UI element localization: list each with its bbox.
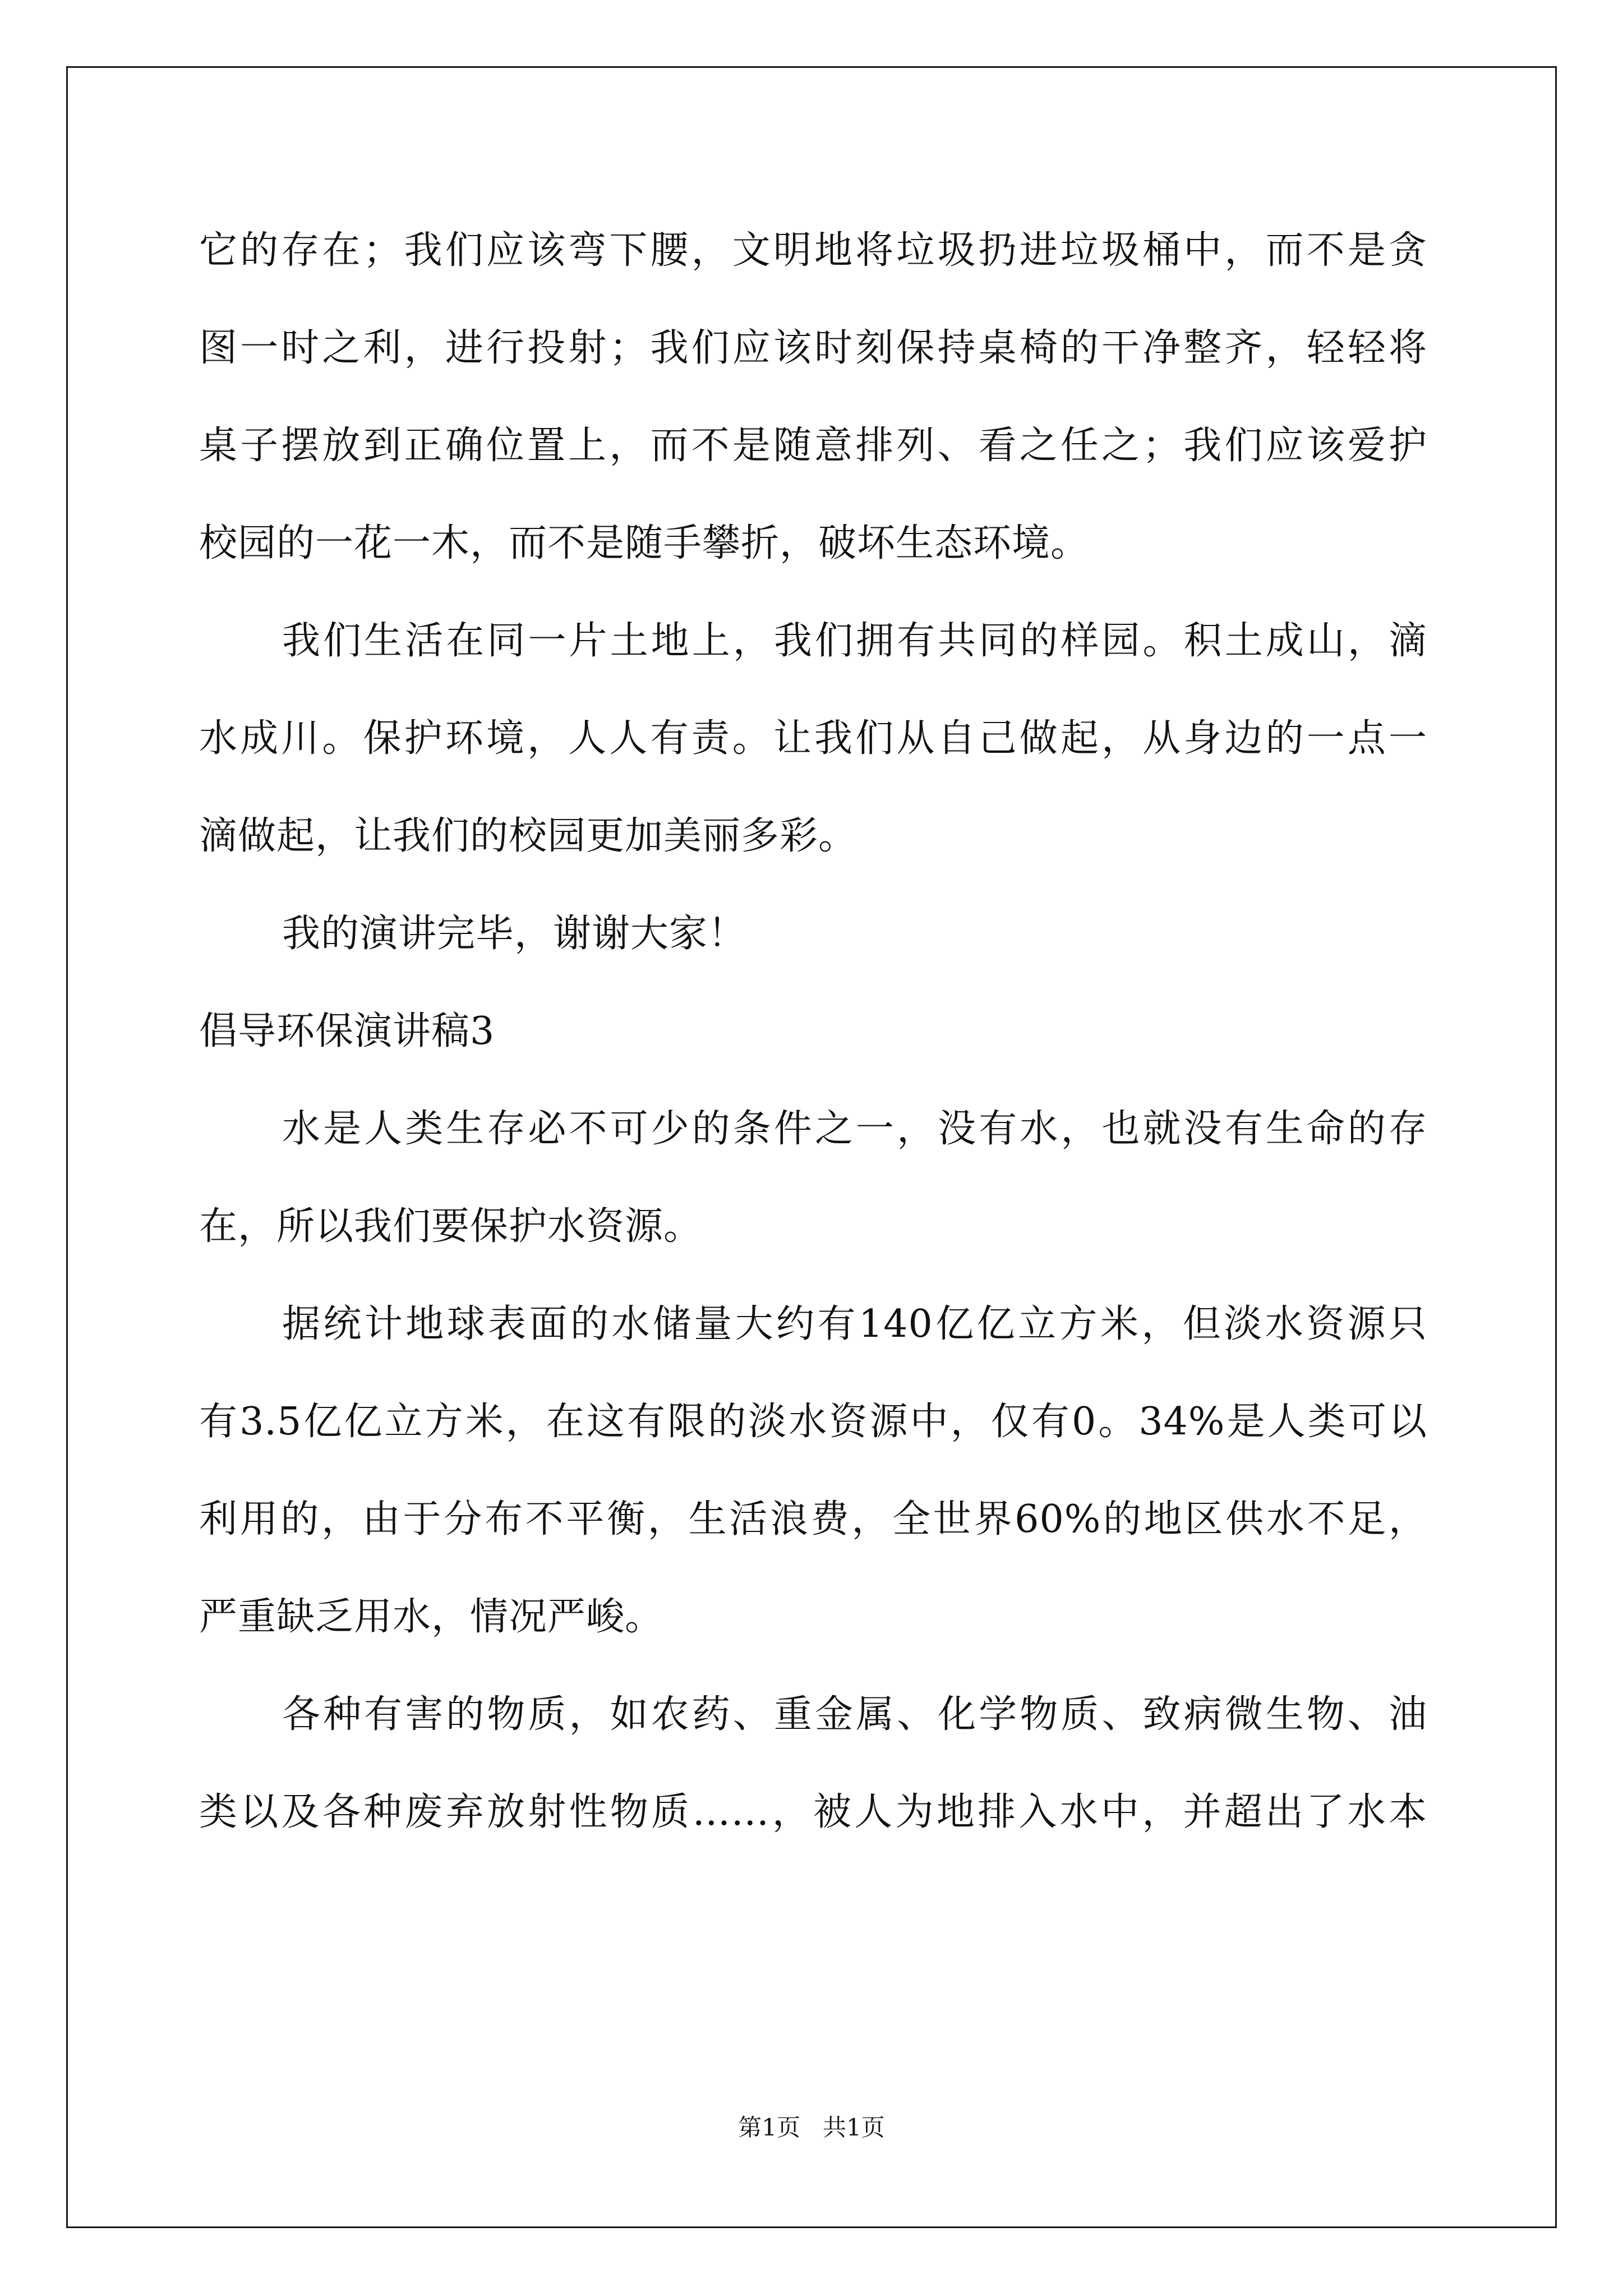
text-line: 水成川。保护环境，人人有责。让我们从自己做起，从身边的一点一 bbox=[199, 716, 1427, 761]
text-line: 它的存在；我们应该弯下腰，文明地将垃圾扔进垃圾桶中，而不是贪 bbox=[199, 228, 1427, 273]
text-line: 利用的，由于分布不平衡，生活浪费，全世界60%的地区供水不足， bbox=[199, 1497, 1427, 1542]
text-line: 我们生活在同一片土地上，我们拥有共同的样园。积土成山，滴 bbox=[282, 619, 1427, 663]
text-line: 滴做起，让我们的校园更加美丽多彩。 bbox=[199, 814, 857, 858]
text-line: 类以及各种废弃放射性物质……，被人为地排入水中，并超出了水本 bbox=[199, 1790, 1427, 1834]
text-line: 校园的一花一木，而不是随手攀折，破坏生态环境。 bbox=[199, 521, 1090, 565]
text-line: 有3.5亿亿立方米，在这有限的淡水资源中，仅有0。34%是人类可以 bbox=[199, 1400, 1427, 1444]
section-heading: 倡导环保演讲稿3 bbox=[199, 1009, 495, 1053]
text-line: 桌子摆放到正确位置上，而不是随意排列、看之任之；我们应该爱护 bbox=[199, 424, 1427, 468]
text-line: 水是人类生存必不可少的条件之一，没有水，也就没有生命的存 bbox=[282, 1107, 1427, 1151]
text-line: 在，所以我们要保护水资源。 bbox=[199, 1204, 703, 1249]
text-line: 严重缺乏用水，情况严峻。 bbox=[199, 1595, 664, 1639]
text-line: 我的演讲完毕，谢谢大家！ bbox=[282, 912, 747, 956]
page-footer: 第1页 共1页 bbox=[738, 2114, 885, 2141]
text-line: 据统计地球表面的水储量大约有140亿亿立方米，但淡水资源只 bbox=[282, 1302, 1427, 1346]
text-line: 图一时之利，进行投射；我们应该时刻保持桌椅的干净整齐，轻轻将 bbox=[199, 326, 1427, 370]
document-body bbox=[199, 202, 1427, 1861]
text-line: 各种有害的物质，如农药、重金属、化学物质、致病微生物、油 bbox=[282, 1692, 1427, 1737]
